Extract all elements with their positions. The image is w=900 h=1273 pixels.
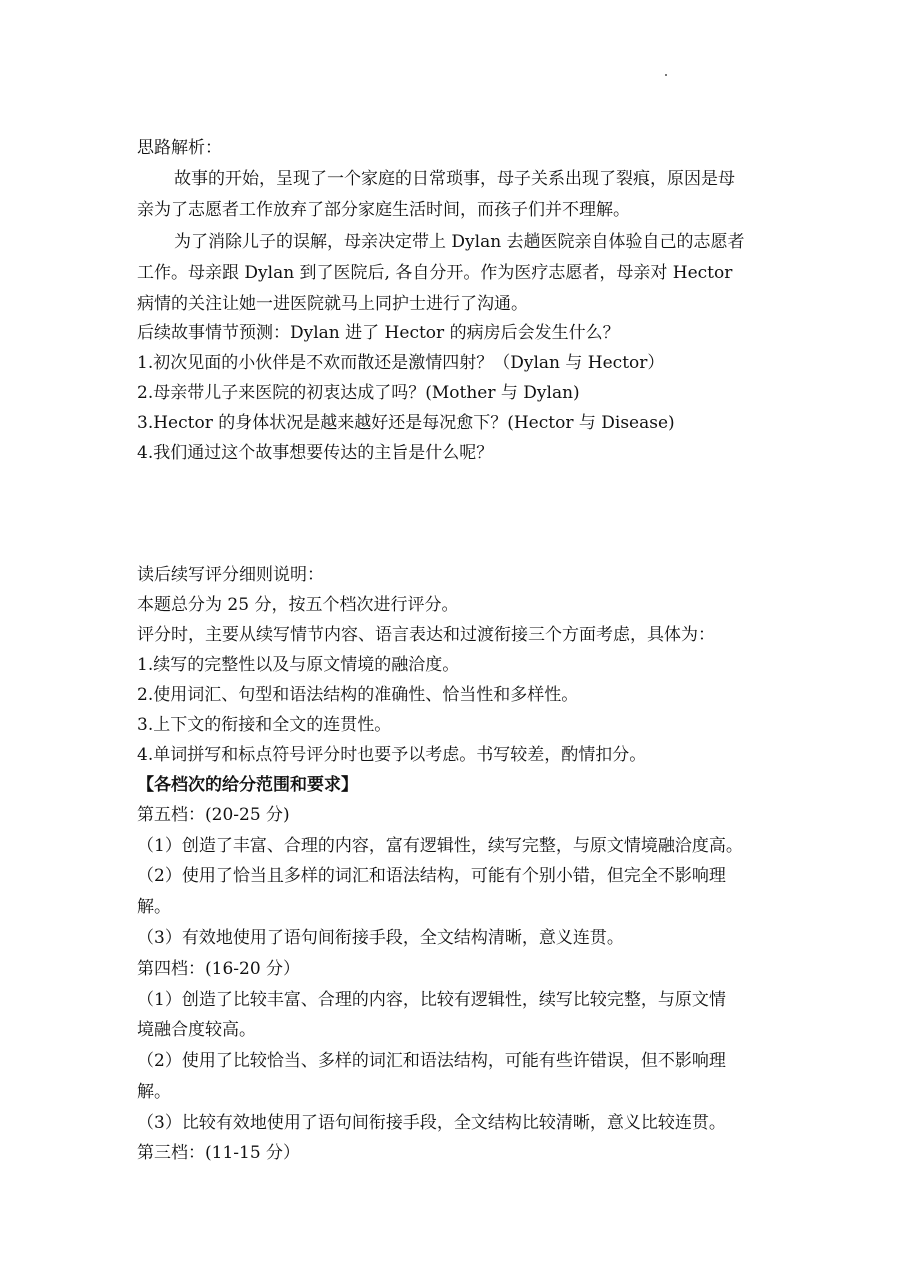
rubric-criterion-4: 4.单词拼写和标点符号评分时也要予以考虑。书写较差，酌情扣分。 <box>137 745 647 765</box>
analysis-p2-line2: 工作。母亲跟 Dylan 到了医院后, 各自分开。作为医疗志愿者，母亲对 Hector <box>137 263 733 283</box>
plot-prediction: 后续故事情节预测：Dylan 进了 Hector 的病房后会发生什么？ <box>137 323 620 343</box>
analysis-p2-line1: 为了消除儿子的误解，母亲决定带上 Dylan 去趟医院亲自体验自己的志愿者 <box>174 232 745 252</box>
rubric-aspects: 评分时，主要从续写情节内容、语言表达和过渡衔接三个方面考虑，具体为： <box>137 625 715 645</box>
rubric-criterion-3: 3.上下文的衔接和全文的连贯性。 <box>137 715 392 735</box>
rubric-criterion-1: 1.续写的完整性以及与原文情境的融洽度。 <box>137 655 460 675</box>
tier4-req2-line2: 解。 <box>137 1082 171 1102</box>
tier4-req1-line2: 境融合度较高。 <box>137 1020 256 1040</box>
tier3-title: 第三档：(11-15 分） <box>137 1143 301 1163</box>
tier4-req3: （3）比较有效地使用了语句间衔接手段，全文结构比较清晰，意义比较连贯。 <box>137 1113 726 1133</box>
tier5-req2-line2: 解。 <box>137 897 171 917</box>
scan-dot <box>665 74 667 76</box>
analysis-p1-line1: 故事的开始，呈现了一个家庭的日常琐事，母子关系出现了裂痕，原因是母 <box>174 169 735 189</box>
analysis-heading: 思路解析： <box>137 138 222 158</box>
question-3: 3.Hector 的身体状况是越来越好还是每况愈下？(Hector 与 Disease) <box>137 413 675 433</box>
question-4: 4.我们通过这个故事想要传达的主旨是什么呢？ <box>137 443 494 463</box>
tier5-req1: （1）创造了丰富、合理的内容，富有逻辑性，续写完整，与原文情境融洽度高。 <box>137 836 743 856</box>
tier4-title: 第四档：(16-20 分） <box>137 959 301 979</box>
analysis-p1-line2: 亲为了志愿者工作放弃了部分家庭生活时间，而孩子们并不理解。 <box>137 200 630 220</box>
question-1: 1.初次见面的小伙伴是不欢而散还是激情四射？（Dylan 与 Hector） <box>137 353 665 373</box>
rubric-heading: 读后续写评分细则说明： <box>137 565 324 585</box>
tier5-title: 第五档：(20-25 分) <box>137 805 290 825</box>
rubric-total: 本题总分为 25 分，按五个档次进行评分。 <box>137 595 459 615</box>
tier5-req3: （3）有效地使用了语句间衔接手段，全文结构清晰，意义连贯。 <box>137 928 624 948</box>
question-2: 2.母亲带儿子来医院的初衷达成了吗？(Mother 与 Dylan) <box>137 383 580 403</box>
tier4-req2-line1: （2）使用了比较恰当、多样的词汇和语法结构，可能有些许错误，但不影响理 <box>137 1051 726 1071</box>
analysis-p2-line3: 病情的关注让她一进医院就马上同护士进行了沟通。 <box>137 294 528 314</box>
tier5-req2-line1: （2）使用了恰当且多样的词汇和语法结构，可能有个别小错，但完全不影响理 <box>137 866 726 886</box>
score-ranges-heading: 【各档次的给分范围和要求】 <box>137 775 358 795</box>
rubric-criterion-2: 2.使用词汇、句型和语法结构的准确性、恰当性和多样性。 <box>137 685 579 705</box>
tier4-req1-line1: （1）创造了比较丰富、合理的内容，比较有逻辑性，续写比较完整，与原文情 <box>137 990 726 1010</box>
